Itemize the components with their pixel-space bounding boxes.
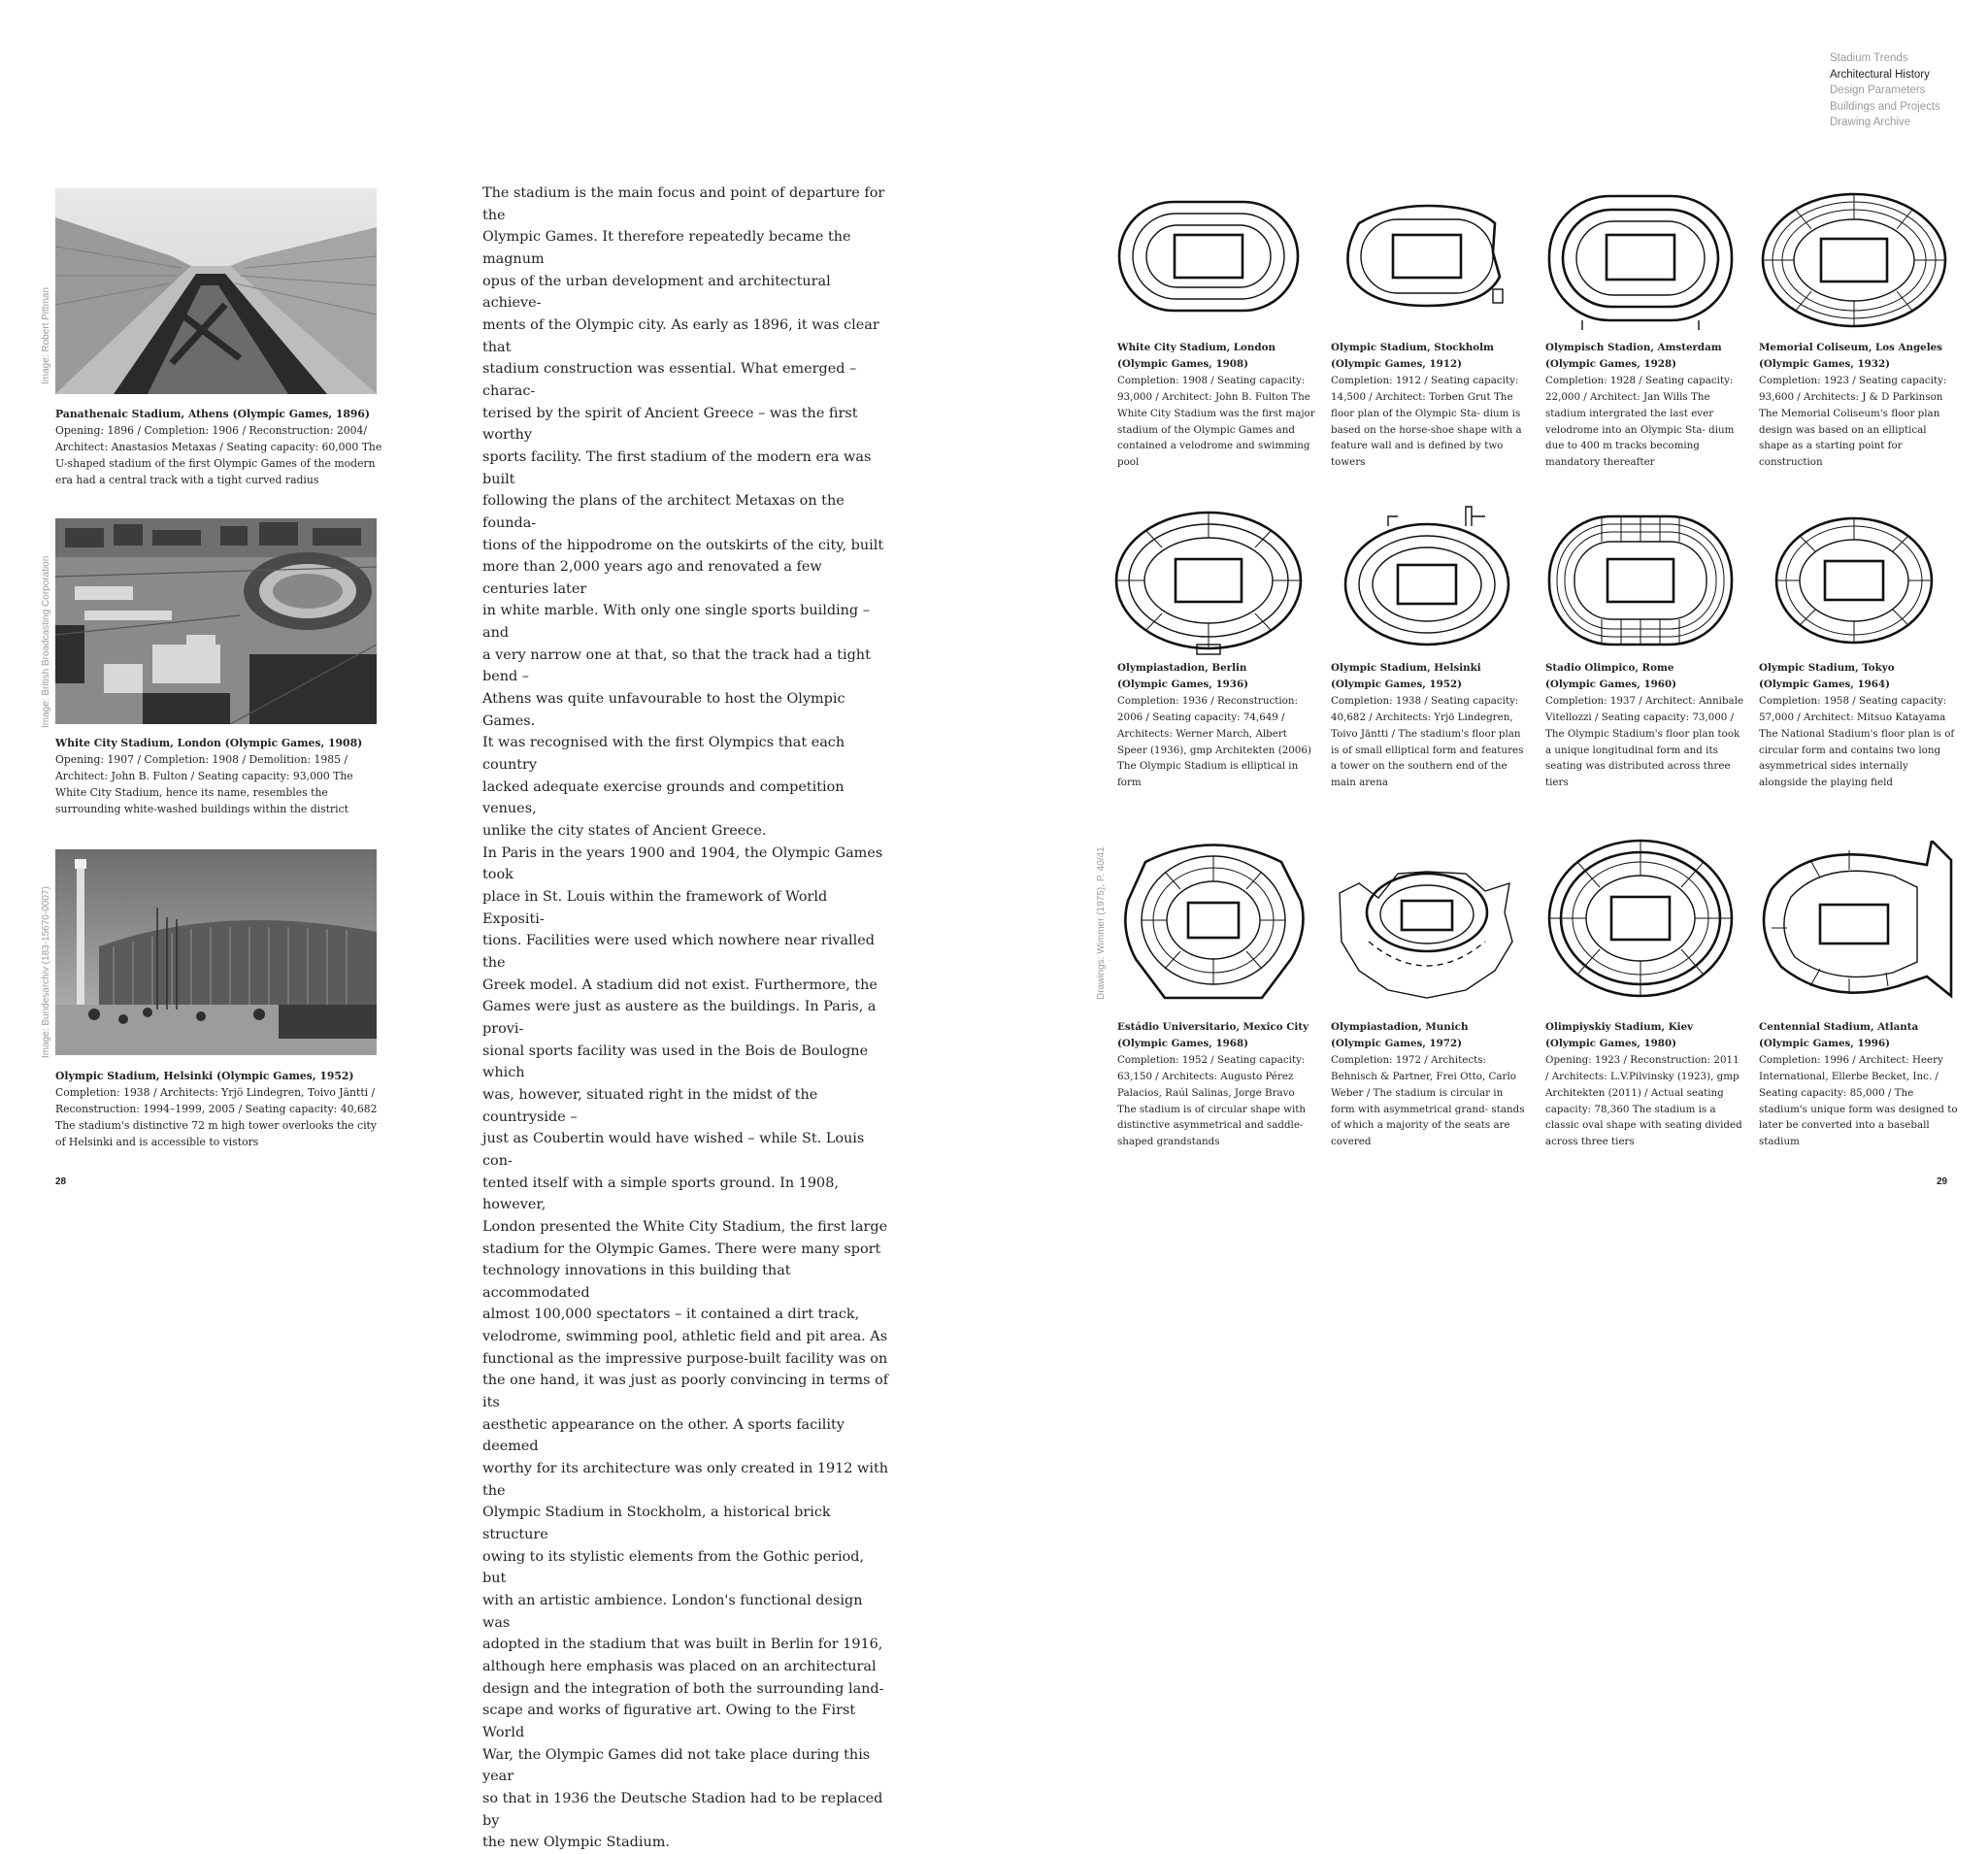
caption-athens-title: Panathenaic Stadium, Athens (Olympic Games, 1896)	[55, 408, 371, 420]
stadium-description: Completion: 1972 / Architects: Behnisch & Partner, Frei Otto, Carlo Weber / The stadium is circular in form with asymmetrical grand- stands of which a majority of the seats are covered	[1331, 1053, 1525, 1148]
stadium-name: White City Stadium, London	[1117, 342, 1276, 353]
stadium-name: Olympic Stadium, Helsinki	[1331, 662, 1481, 674]
stadium-caption-helsinki	[1331, 660, 1530, 791]
stadium-games: (Olympic Games, 1932)	[1759, 357, 1891, 370]
stadium-games: (Olympic Games, 1936)	[1117, 678, 1249, 690]
stadium-name: Olympisch Stadion, Amsterdam	[1545, 342, 1722, 353]
stadium-description: Completion: 1958 / Seating capacity: 57,000 / Architect: Mitsuo Katayama The National Stadium's floor plan is of circular form and contains two long asymmetrical sides internally alongside the playing field	[1759, 694, 1955, 789]
page-number-right: 29	[1937, 1176, 1948, 1187]
stadium-games: (Olympic Games, 1996)	[1759, 1037, 1891, 1049]
stadium-name: Olympiastadion, Berlin	[1117, 662, 1247, 674]
plan-drawing-london	[1111, 184, 1306, 340]
plan-drawing-amsterdam	[1543, 184, 1738, 340]
plan-drawing-berlin	[1111, 503, 1306, 658]
stadium-games: (Olympic Games, 1972)	[1331, 1037, 1463, 1049]
stadium-description: Completion: 1923 / Seating capacity: 93,600 / Architects: J & D Parkinson The Memorial Coliseum's floor plan design was based on an elliptical shape as a starting point for construction	[1759, 374, 1947, 469]
plan-drawing-stockholm	[1330, 184, 1524, 340]
stadium-name: Estádio Universitario, Mexico City	[1117, 1021, 1309, 1033]
stadium-caption-tokyo	[1759, 660, 1958, 791]
stadium-description: Completion: 1936 / Reconstruction: 2006 / Seating capacity: 74,649 / Architects: Werner March, Albert Speer (1936), gmp Architekten (2006) The Olympic Stadium is elliptical in form	[1117, 694, 1311, 789]
stadium-description: Completion: 1952 / Seating capacity: 63,150 / Architects: Augusto Pérez Palacios, Raúl Salinas, Jorge Bravo The stadium is of circular shape with distinctive asymmetrical and saddle-shaped grandstands	[1117, 1053, 1307, 1148]
stadium-caption-rome	[1545, 660, 1744, 791]
nav-item-stadium-trends[interactable]: Stadium Trends	[1830, 52, 1908, 64]
caption-athens	[55, 406, 385, 488]
nav-item-architectural-history[interactable]: Architectural History	[1830, 68, 1930, 81]
nav-item-buildings-and-projects[interactable]: Buildings and Projects	[1830, 100, 1940, 113]
stadium-name: Olimpiyskiy Stadium, Kiev	[1545, 1021, 1694, 1033]
plan-drawing-helsinki	[1330, 503, 1524, 658]
stadium-description: Completion: 1937 / Architect: Annibale Vitellozzi / Seating capacity: 73,000 / The Olympic Stadium's floor plan took a unique longitudinal form and its seating was distributed across three tiers	[1545, 694, 1744, 789]
stadium-name: Olympic Stadium, Stockholm	[1331, 342, 1494, 353]
stadium-caption-london	[1117, 340, 1316, 471]
photo-credit-athens: Image: Robert Pittman	[41, 286, 51, 384]
stadium-caption-atlanta	[1759, 1019, 1958, 1150]
stadium-caption-mexico-city	[1117, 1019, 1316, 1150]
stadium-description: Opening: 1923 / Reconstruction: 2011 / Architects: L.V.Pilvinsky (1923), gmp Architekten (2011) / Actual seating capacity: 78,360 The stadium is a classic oval shape with seating divided across three tiers	[1545, 1053, 1742, 1148]
photo-helsinki-stadium	[55, 849, 377, 1055]
section-nav	[1830, 50, 1940, 131]
photo-credit-london: Image: British Broadcasting Corporation	[41, 555, 51, 728]
caption-helsinki-title: Olympic Stadium, Helsinki (Olympic Games, 1952)	[55, 1070, 354, 1082]
stadium-games: (Olympic Games, 1912)	[1331, 357, 1463, 370]
stadium-caption-berlin	[1117, 660, 1316, 791]
plan-drawing-atlanta	[1752, 841, 1946, 1006]
stadium-name: Stadio Olimpico, Rome	[1545, 662, 1674, 674]
nav-item-drawing-archive[interactable]: Drawing Archive	[1830, 116, 1911, 128]
drawings-credit: Drawings: Wimmer (1975), P. 40/41	[1096, 846, 1107, 1000]
caption-london-title: White City Stadium, London (Olympic Games, 1908)	[55, 737, 363, 749]
stadium-description: Completion: 1908 / Seating capacity: 93,000 / Architect: John B. Fulton The White City Stadium was the first major stadium of the Olympic Games and contained a velodrome and swimming pool	[1117, 374, 1315, 469]
main-text-paragraph-1: The stadium is the main focus and point of departure for the Olympic Games. It therefore repeatedly became the magnum opus of the urban development and architectural achieve- ments of the Olympic city. As early as 1896, it was clear that stadium construction was essential. What emerged – charac- terised by the spirit of Ancient Greece – was the first worthy sports facility. The first stadium of the modern era was built following the plans of the architect Metaxas on the founda- tions of the hippodrome on the outskirts of the city, built more than 2,000 years ago and renovated a few centuries later in white marble. With only one single sports building – and a very narrow one at that, so that the track had a tight bend – Athens was quite unfavourable to host the Olympic Games. It was recognised with the first Olympics that each country lacked adequate exercise grounds and competition venues, unlike the city states of Ancient Greece.	[482, 185, 885, 840]
stadium-description: Completion: 1938 / Seating capacity: 40,682 / Architects: Yrjö Lindegren, Toivo Jäntti / The stadium's floor plan is of small elliptical form and features a tower on the southern end of the main arena	[1331, 694, 1524, 789]
caption-london	[55, 735, 385, 817]
stadium-caption-munich	[1331, 1019, 1530, 1150]
stadium-caption-amsterdam	[1545, 340, 1744, 471]
main-text	[482, 182, 890, 1854]
stadium-caption-stockholm	[1331, 340, 1530, 471]
stadium-name: Olympic Stadium, Tokyo	[1759, 662, 1895, 674]
plan-drawing-tokyo	[1757, 503, 1951, 658]
nav-item-design-parameters[interactable]: Design Parameters	[1830, 84, 1926, 96]
stadium-games: (Olympic Games, 1908)	[1117, 357, 1249, 370]
plan-drawing-munich	[1330, 844, 1524, 1000]
stadium-caption-los-angeles	[1759, 340, 1958, 471]
page-number-left: 28	[55, 1176, 67, 1187]
photo-credit-helsinki: Image: Bundesarchiv (183-15670-0007)	[41, 886, 51, 1058]
stadium-name: Olympiastadion, Munich	[1331, 1021, 1469, 1033]
caption-london-body: Opening: 1907 / Completion: 1908 / Demolition: 1985 / Architect: John B. Fulton / Seating capacity: 93,000 The White City Stadium, hence its name, resembles the surrounding white-washed buildings within the district	[55, 753, 353, 815]
stadium-name: Centennial Stadium, Atlanta	[1759, 1021, 1919, 1033]
photo-white-city-stadium	[55, 518, 377, 724]
caption-athens-body: Opening: 1896 / Completion: 1906 / Reconstruction: 2004/ Architect: Anastasios Metaxas / Seating capacity: 60,000 The U-shaped stadium of the first Olympic Games of the modern era had a central track with a tight curved radius	[55, 424, 382, 486]
stadium-description: Completion: 1928 / Seating capacity: 22,000 / Architect: Jan Wills The stadium intergrated the last ever velodrome into an Olympic Sta- dium due to 400 m tracks becoming mandatory thereafter	[1545, 374, 1735, 469]
stadium-games: (Olympic Games, 1968)	[1117, 1037, 1249, 1049]
stadium-games: (Olympic Games, 1980)	[1545, 1037, 1677, 1049]
plan-drawing-kiev	[1543, 833, 1738, 1008]
stadium-caption-kiev	[1545, 1019, 1744, 1150]
caption-helsinki	[55, 1068, 385, 1150]
main-text-paragraph-2: In Paris in the years 1900 and 1904, the Olympic Games took place in St. Louis within the framework of World Expositi- tions. Facilities were used which nowhere near rivalled the Greek model. A stadium did not exist. Furthermore, the Games were just as austere as the buildings. In Paris, a provi- sional sports facility was used in the Bois de Boulogne which was, however, situated right in the midst of the countryside – just as Coubertin would have wished – while St. Louis con- tented itself with a simple sports ground. In 1908, however, London presented the White City Stadium, the first large stadium for the Olympic Games. There were many sport technology innovations in this building that accommodated almost 100,000 spectators – it contained a dirt track, velodrome, swimming pool, athletic field and pit area. As functional as the impressive purpose-built facility was on the one hand, it was just as poorly convincing in terms of its aesthetic appearance on the other. A sports facility deemed worthy for its architecture was only created in 1912 with the Olympic Stadium in Stockholm, a historical brick structure owing to its stylistic elements from the Gothic period, but with an artistic ambience. London's functional design was adopted in the stadium that was built in Berlin for 1916, although here emphasis was placed on an architectural design and the integration of both the surrounding land- scape and works of figurative art. Owing to the First World War, the Olympic Games did not take place during this year so that in 1936 the Deutsche Stadion had to be replaced by the new Olympic Stadium.	[482, 844, 889, 1851]
stadium-games: (Olympic Games, 1952)	[1331, 678, 1463, 690]
plan-drawing-los-angeles	[1757, 181, 1951, 336]
photo-athens-stadium	[55, 188, 377, 394]
caption-helsinki-body: Completion: 1938 / Architects: Yrjö Lindegren, Toivo Jäntti / Reconstruction: 1994–1999, 2005 / Seating capacity: 40,682 The stadium's distinctive 72 m high tower overlooks the city of Helsinki and is accessible to vistors	[55, 1086, 378, 1148]
stadium-name: Memorial Coliseum, Los Angeles	[1759, 342, 1942, 353]
stadium-games: (Olympic Games, 1964)	[1759, 678, 1891, 690]
stadium-description: Completion: 1912 / Seating capacity: 14,500 / Architect: Torben Grut The floor plan of the Olympic Sta- dium is based on the horse-shoe shape with a feature wall and is defined by two towers	[1331, 374, 1522, 469]
stadium-description: Completion: 1996 / Architect: Heery International, Ellerbe Becket, Inc. / Seating capacity: 85,000 / The stadium's unique form was designed to later be converted into a baseball stadium	[1759, 1053, 1958, 1148]
plan-drawing-rome	[1543, 503, 1738, 658]
stadium-games: (Olympic Games, 1960)	[1545, 678, 1677, 690]
stadium-games: (Olympic Games, 1928)	[1545, 357, 1677, 370]
plan-drawing-mexico-city	[1116, 833, 1310, 1008]
